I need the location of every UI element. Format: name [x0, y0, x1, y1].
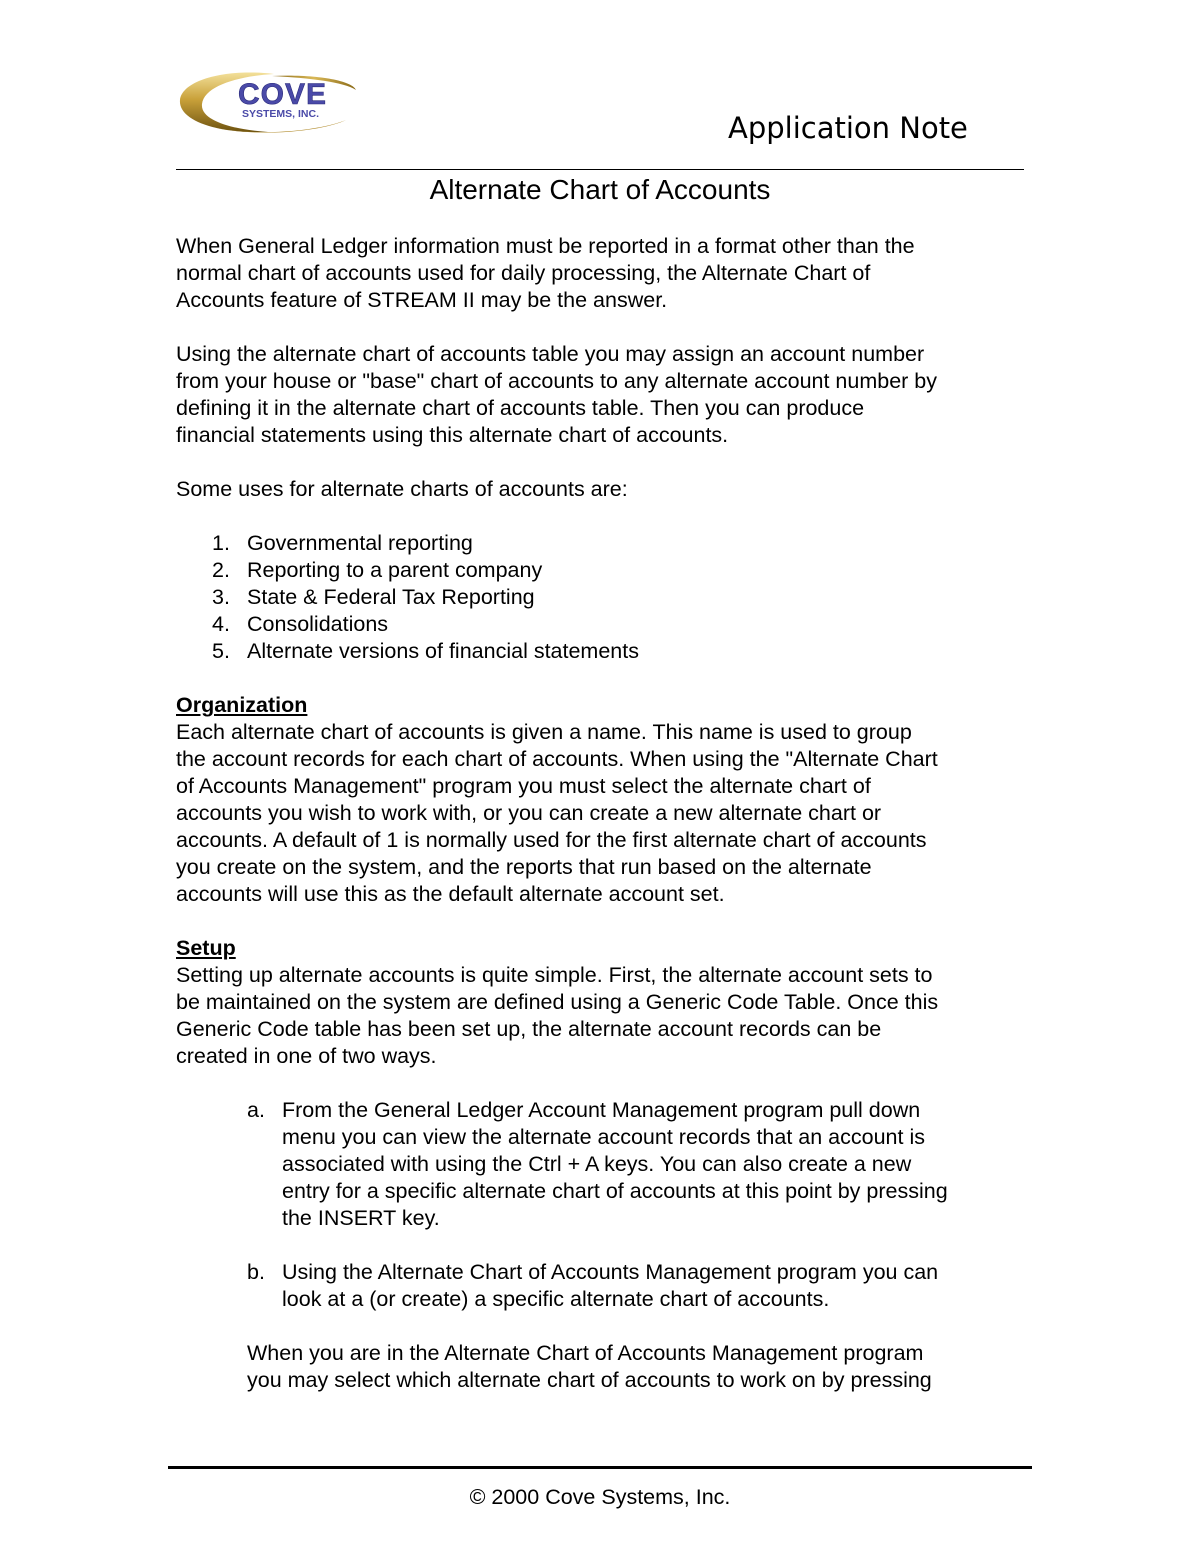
text-line: When General Ledger information must be reported in a format other than the [176, 234, 915, 258]
list-marker: b. [247, 1260, 265, 1284]
intro-paragraph [176, 233, 1036, 314]
logo-graphic [176, 66, 371, 138]
text-line: defining it in the alternate chart of accounts table. Then you can produce [176, 396, 865, 420]
text-line: associated with using the Ctrl + A keys. You can also create a new [282, 1152, 912, 1176]
organization-heading: Organization [176, 693, 308, 717]
text-line: menu you can view the alternate account records that an account is [282, 1125, 925, 1149]
text-line: from your house or "base" chart of accounts to any alternate account number by [176, 369, 938, 393]
text-line: entry for a specific alternate chart of accounts at this point by pressing [282, 1179, 948, 1203]
logo-wordmark: COVE [238, 78, 328, 111]
text-line: Accounts feature of STREAM II may be the answer. [176, 288, 668, 312]
footer-divider [168, 1466, 1032, 1469]
logo-subtext: SYSTEMS, INC. [242, 108, 320, 120]
list-marker: 2. [212, 558, 230, 582]
text-line: From the General Ledger Account Management program pull down [282, 1098, 921, 1122]
list-item [176, 611, 1036, 638]
text-line: When you are in the Alternate Chart of Accounts Management program [247, 1341, 924, 1365]
list-item-text: Alternate versions of financial statements [247, 639, 639, 663]
page-title: Alternate Chart of Accounts [429, 174, 771, 205]
list-item [176, 638, 1036, 665]
text-line: look at a (or create) a specific alternate chart of accounts. [282, 1287, 830, 1311]
text-line: financial statements using this alternate chart of accounts. [176, 423, 729, 447]
table-paragraph [176, 341, 1036, 449]
text-line: be maintained on the system are defined using a Generic Code Table. Once this [176, 990, 939, 1014]
closing-paragraph [176, 1340, 1036, 1394]
list-item-text: Governmental reporting [247, 531, 473, 555]
list-item [176, 557, 1036, 584]
text-line: Using the alternate chart of accounts table you may assign an account number [176, 342, 925, 366]
list-marker: a. [247, 1098, 265, 1122]
cove-systems-logo [176, 66, 371, 138]
list-marker: 4. [212, 612, 230, 636]
text-line: Each alternate chart of accounts is given a name. This name is used to group [176, 720, 912, 744]
text-line: the account records for each chart of accounts. When using the "Alternate Chart [176, 747, 938, 771]
text-line: Using the Alternate Chart of Accounts Management program you can [282, 1260, 939, 1284]
list-item [176, 1259, 1036, 1313]
setup-paragraph [176, 962, 1036, 1070]
text-line: Setting up alternate accounts is quite simple. First, the alternate account sets to [176, 963, 933, 987]
setup-ways-list [176, 1097, 1036, 1313]
list-item-text: State & Federal Tax Reporting [247, 585, 535, 609]
text-line: normal chart of accounts used for daily processing, the Alternate Chart of [176, 261, 871, 285]
text-line: you may select which alternate chart of accounts to work on by pressing [247, 1368, 932, 1392]
text-line: accounts will use this as the default alternate account set. [176, 882, 725, 906]
list-marker: 5. [212, 639, 230, 663]
document-type-label: Application Note [728, 111, 968, 145]
list-item-text: Reporting to a parent company [247, 558, 543, 582]
list-marker: 1. [212, 531, 230, 555]
text-line: of Accounts Management" program you must select the alternate chart of [176, 774, 871, 798]
text-line: you create on the system, and the reports that run based on the alternate [176, 855, 872, 879]
header-divider [176, 169, 1024, 170]
copyright-footer: © 2000 Cove Systems, Inc. [469, 1485, 731, 1509]
list-item-text: Consolidations [247, 612, 389, 636]
text-line: the INSERT key. [282, 1206, 440, 1230]
text-line: accounts. A default of 1 is normally used for the first alternate chart of accounts [176, 828, 927, 852]
text-line: Generic Code table has been set up, the alternate account records can be [176, 1017, 882, 1041]
setup-heading: Setup [176, 936, 236, 960]
list-item [176, 530, 1036, 557]
uses-intro: Some uses for alternate charts of accounts are: [176, 477, 628, 501]
text-line: accounts you wish to work with, or you can create a new alternate chart or [176, 801, 882, 825]
list-item [176, 584, 1036, 611]
list-item [176, 1097, 1036, 1232]
text-line: created in one of two ways. [176, 1044, 437, 1068]
uses-list [176, 530, 1036, 665]
document-body [176, 233, 1036, 1394]
list-marker: 3. [212, 585, 230, 609]
organization-paragraph [176, 719, 1036, 908]
